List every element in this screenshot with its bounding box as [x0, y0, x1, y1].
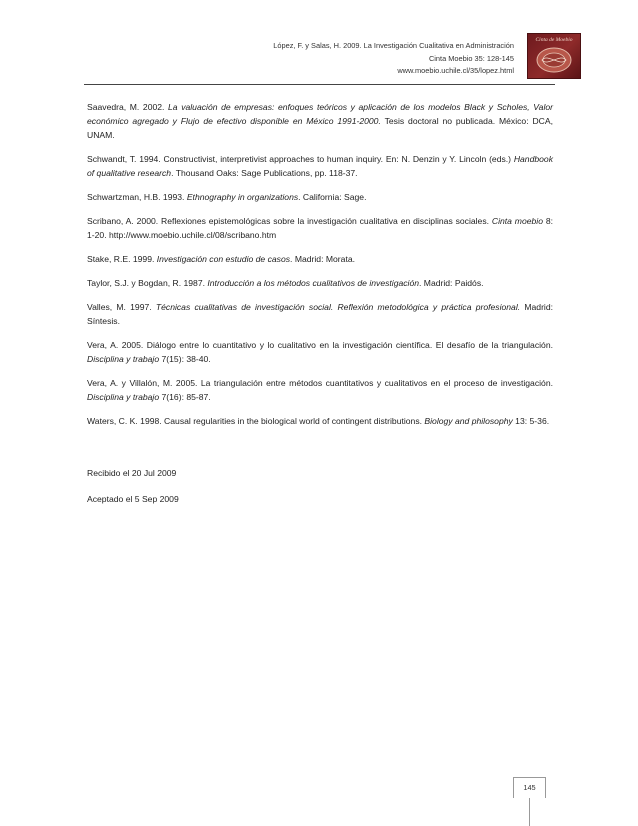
header-journal-issue: Cinta Moebio 35: 128-145: [428, 53, 514, 63]
reference-text: Tesis doctoral no publicada. México: DCA, UNAM.: [87, 116, 554, 140]
reference-title: Cinta moebio: [491, 216, 543, 226]
reference-entry: [87, 100, 553, 142]
reference-entry: [87, 414, 553, 428]
journal-logo: [527, 33, 581, 79]
reference-title: Handbook of qualitative research: [87, 154, 553, 178]
logo-seal-icon: [534, 45, 574, 75]
reference-text: Schwartzman, H.B. 1993.: [87, 192, 187, 202]
reference-entry: [87, 252, 553, 266]
reference-title: Biology and philosophy: [424, 416, 513, 426]
reference-text: Vera, A. 2005. Diálogo entre lo cuantitativo y lo cualitativo en la investigación científica. El desafío de la triangulación.: [87, 340, 553, 350]
reference-text: Waters, C. K. 1998. Causal regularities in the biological world of contingent distributions.: [87, 416, 425, 426]
reference-text: Taylor, S.J. y Bogdan, R. 1987.: [87, 278, 208, 288]
reference-text: Scribano, A. 2000. Reflexiones epistemológicas sobre la investigación cualitativa en disciplinas sociales.: [87, 216, 492, 226]
page-number: 145: [513, 777, 546, 798]
header-rule: [84, 84, 555, 85]
references-body: [87, 100, 553, 518]
reference-text: . Thousand Oaks: Sage Publications, pp. 118-37.: [171, 168, 358, 178]
reference-entry: [87, 152, 553, 180]
running-header: [184, 40, 514, 78]
reference-list: [87, 100, 553, 428]
reference-text: 7(16): 85-87.: [159, 392, 211, 402]
reference-title: Disciplina y trabajo: [87, 392, 160, 402]
reference-title: Investigación con estudio de casos: [156, 254, 291, 264]
accepted-date: Aceptado el 5 Sep 2009: [87, 494, 179, 504]
reference-text: Madrid: Síntesis.: [87, 302, 554, 326]
reference-title: Ethnography in organizations: [186, 192, 299, 202]
reference-title: Técnicas cualitativas de investigación social. Reflexión metodológica y práctica profesional.: [155, 302, 521, 312]
reference-title: Introducción a los métodos cualitativos de investigación: [207, 278, 420, 288]
reference-entry: [87, 276, 553, 290]
reference-text: . Madrid: Morata.: [290, 254, 355, 264]
reference-title: La valuación de empresas: enfoques teóricos y aplicación de los modelos Black y Scholes, Valor económico agregado y Flujo de efectivo disponible en México 1991-2000.: [87, 102, 553, 126]
reference-text: Schwandt, T. 1994. Constructivist, interpretivist approaches to human inquiry. En: N. Denzin y Y. Lincoln (eds.): [87, 154, 514, 164]
reference-text: Valles, M. 1997.: [87, 302, 156, 312]
reference-entry: [87, 376, 553, 404]
reference-entry: [87, 214, 553, 242]
header-citation: López, F. y Salas, H. 2009. La Investigación Cualitativa en Administración: [273, 41, 514, 50]
dates-block: [87, 466, 553, 506]
reference-entry: [87, 300, 553, 328]
reference-text: 8: 1-20. http://www.moebio.uchile.cl/08/scribano.htm: [87, 216, 553, 240]
logo-title: Cinta de Moebio: [535, 37, 573, 43]
reference-entry: [87, 338, 553, 366]
reference-text: 13: 5-36.: [512, 416, 550, 426]
reference-text: Saavedra, M. 2002.: [87, 102, 169, 112]
reference-text: Vera, A. y Villalón, M. 2005. La triangulación entre métodos cuantitativos y cualitativos en el proceso de investigación.: [87, 378, 553, 388]
reference-text: . Madrid: Paidós.: [419, 278, 484, 288]
reference-entry: [87, 190, 553, 204]
reference-text: Stake, R.E. 1999.: [87, 254, 157, 264]
reference-text: . California: Sage.: [298, 192, 367, 202]
reference-title: Disciplina y trabajo: [87, 354, 160, 364]
header-url: www.moebio.uchile.cl/35/lopez.html: [397, 66, 514, 76]
received-date: Recibido el 20 Jul 2009: [87, 468, 177, 478]
page-number-rule: [529, 798, 530, 826]
reference-text: 7(15): 38-40.: [159, 354, 211, 364]
